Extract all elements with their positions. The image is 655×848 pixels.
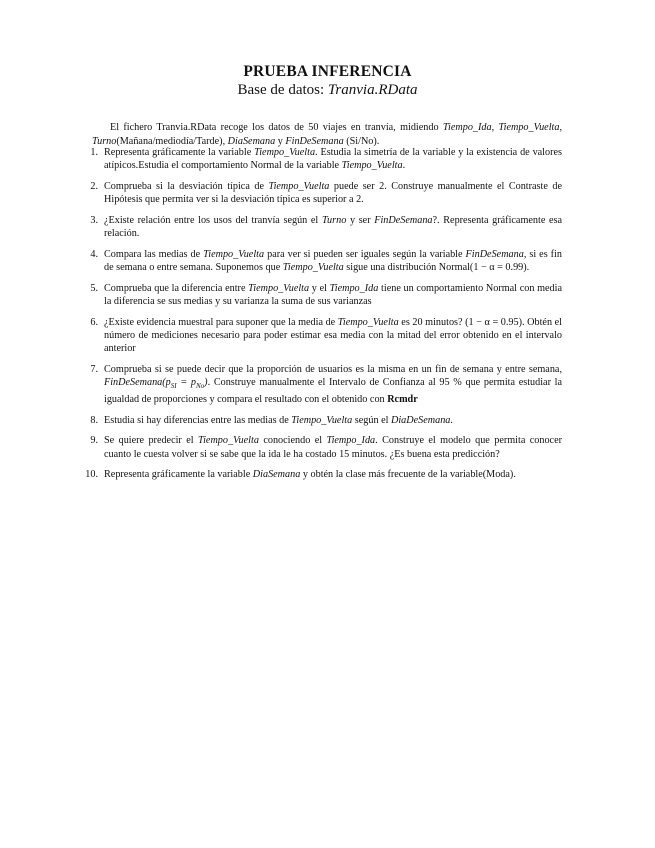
variable-name: Tiempo_Vuelta	[268, 180, 330, 192]
text-run: conociendo el	[258, 435, 327, 447]
text-run: sigue una distribución Normal(1 − α = 0.99).	[343, 261, 530, 273]
exercise-item	[92, 363, 562, 407]
variable-name: Tiempo_Vuelta	[282, 261, 344, 273]
text-run: para ver si pueden ser iguales según la variable	[264, 248, 466, 260]
page-title: PRUEBA INFERENCIA	[243, 63, 412, 80]
variable-name: DiaSemana	[227, 135, 276, 147]
exercise-number: 9.	[90, 435, 98, 447]
text-run: . Estudia la simetría de la variable y la existencia de valores atípicos.Estudia el comportamiento Normal de la variable	[104, 147, 562, 172]
text-run: .	[450, 414, 453, 426]
text-run: es 20 minutos? (1 − α = 0.95). Obtén el número de mediciones necesario para poder estimar esa media con la mitad del error obtenido en el intervalo anterior	[104, 316, 562, 354]
exercise-item	[92, 414, 562, 427]
exercise-number: 1.	[90, 147, 98, 158]
exercise-number: 3.	[90, 214, 98, 226]
variable-name: No	[196, 381, 205, 390]
text-run: tiene un comportamiento Normal con media la diferencia se sus medias y su varianza la suma de sus varianzas	[104, 282, 563, 307]
exercise-number: 6.	[90, 316, 98, 328]
variable-name: DiaDeSemana	[390, 414, 451, 426]
variable-name: Tiempo_Vuelta	[203, 248, 265, 260]
variable-name: Tiempo_Vuelta	[337, 316, 399, 328]
subtitle-filename: Tranvia.RData	[327, 82, 418, 98]
subtitle-prefix: Base de datos:	[237, 82, 328, 98]
bold-term: Rcmdr	[387, 394, 418, 406]
exercise-item	[92, 146, 562, 172]
text-run: ,	[491, 122, 499, 134]
exercise-item	[92, 180, 562, 206]
text-run: .	[402, 160, 406, 172]
text-run: y el	[309, 282, 330, 294]
text-run: . Construye manualmente el Intervalo de Confianza al 95 % que permita estudiar la igualdad de proporciones y compara el resultado con el obtenido con	[104, 376, 563, 406]
variable-name: DiaSemana	[252, 469, 301, 481]
exercise-number: 8.	[90, 414, 98, 426]
text-run: y	[275, 135, 286, 147]
text-run: . Construye el modelo que permita conocer cuanto le cuesta volver si se sabe que la ida le ha costado 15 minutos. ¿Es buena esta predicción?	[104, 435, 562, 460]
variable-name: FinDeSemana(p	[104, 376, 171, 388]
text-run: según el	[352, 414, 391, 426]
text-run: Comprueba si la desviación típica de	[104, 180, 269, 192]
variable-name: FinDeSemana	[285, 135, 344, 147]
text-run: El fichero Tranvia.RData recoge los datos de 50 viajes en tranvía, midiendo	[110, 122, 443, 134]
page-subtitle	[0, 82, 655, 99]
exercise-item	[92, 316, 562, 356]
variable-name: Tiempo_Vuelta	[291, 414, 353, 426]
text-run: puede ser 2. Construye manualmente el Contraste de Hipótesis que permita ver si la desviación típica es superior a 2.	[104, 180, 562, 206]
exercise-item	[85, 468, 562, 481]
variable-name: Tiempo_Vuelta	[498, 122, 560, 134]
text-run: , si es fin de semana o entre semana. Suponemos que	[104, 248, 562, 273]
variable-name: Tiempo_Ida	[329, 282, 379, 294]
text-run: Compara las medias de	[104, 248, 204, 260]
variable-name: Tiempo_Vuelta	[198, 435, 259, 447]
text-run: ¿Existe relación entre los usos del tranvía según el	[104, 214, 322, 226]
exercise-item	[92, 282, 562, 308]
text-run: ,	[559, 122, 562, 134]
text-run: Se quiere predecir el	[104, 435, 198, 447]
exercise-item	[92, 214, 562, 240]
text-run: Estudia si hay diferencias entre las medias de	[104, 414, 292, 426]
exercise-list	[85, 146, 563, 489]
text-run: Comprueba que la diferencia entre	[104, 282, 249, 294]
variable-name: Tiempo_Vuelta	[248, 282, 310, 294]
variable-name: Turno	[92, 135, 117, 147]
text-run: ?. Representa gráficamente esa relación.	[104, 214, 563, 240]
exercise-number: 4.	[90, 248, 98, 260]
exercise-number: 10.	[85, 469, 98, 481]
text-run: Representa gráficamente la variable	[104, 147, 255, 158]
text-run: Representa gráficamente la variable	[104, 469, 253, 481]
intro-paragraph	[92, 121, 562, 148]
exercise-item	[92, 248, 562, 274]
exercise-number: 2.	[90, 180, 98, 192]
text-run: (Si/No).	[343, 135, 380, 147]
variable-name: SI	[170, 381, 177, 390]
variable-name: Tiempo_Ida	[442, 122, 492, 134]
exercise-number: 5.	[90, 282, 98, 294]
text-run: y ser	[346, 214, 375, 226]
variable-name: )	[204, 376, 208, 388]
variable-name: Tiempo_Vuelta	[254, 147, 316, 158]
variable-name: FinDeSemana	[374, 214, 433, 226]
variable-name: = p	[176, 376, 196, 388]
text-run: y obtén la clase más frecuente de la variable(Moda).	[300, 469, 516, 481]
text-run: Comprueba si se puede decir que la proporción de usuarios es la misma en un fin de semana y entre semana,	[104, 363, 562, 375]
text-run: ¿Existe evidencia muestral para suponer que la media de	[104, 316, 338, 328]
variable-name: Tiempo_Ida	[326, 435, 376, 447]
variable-name: Turno	[321, 214, 347, 226]
variable-name: Tiempo_Vuelta	[341, 160, 403, 172]
variable-name: FinDeSemana	[465, 248, 524, 260]
text-run: (Mañana/mediodía/Tarde),	[116, 135, 228, 147]
exercise-number: 7.	[90, 363, 98, 375]
exercise-item	[92, 434, 562, 460]
